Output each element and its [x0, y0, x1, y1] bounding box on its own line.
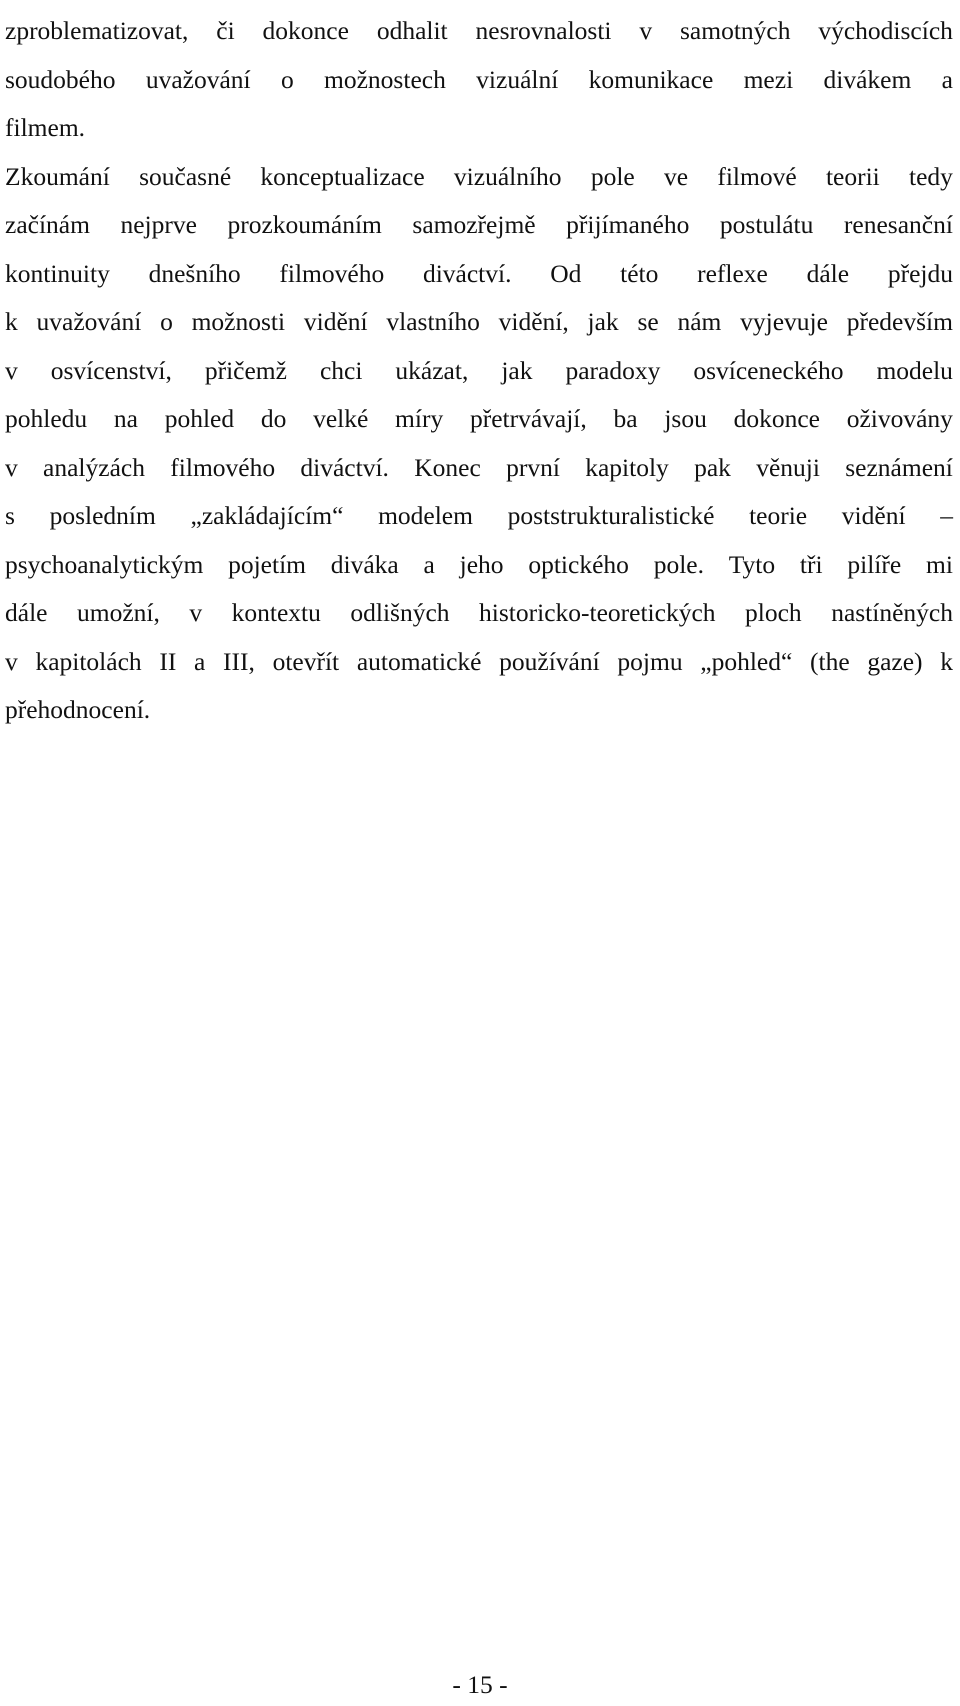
- text-line: filmem.: [5, 113, 86, 142]
- text-line: zproblematizovat, či dokonce odhalit nesrovnalosti v samotných východiscích: [5, 16, 953, 45]
- text-line: dále umožní, v kontextu odlišných historicko-teoretických ploch nastíněných: [5, 598, 953, 627]
- text-line: pohledu na pohled do velké míry přetrvávají, ba jsou dokonce oživovány: [5, 404, 953, 433]
- text-line: v kapitolách II a III, otevřít automatické používání pojmu „pohled“ (the gaze) k: [5, 646, 953, 676]
- text-line: psychoanalytickým pojetím diváka a jeho optického pole. Tyto tři pilíře mi: [5, 549, 953, 579]
- text-line: přehodnocení.: [5, 695, 151, 724]
- text-line: kontinuity dnešního filmového diváctví. Od této reflexe dále přejdu: [5, 258, 953, 288]
- text-line: v osvícenství, přičemž chci ukázat, jak paradoxy osvíceneckého modelu: [5, 355, 953, 385]
- text-line: k uvažování o možnosti vidění vlastního vidění, jak se nám vyjevuje především: [5, 307, 953, 336]
- text-line: Zkoumání současné konceptualizace vizuálního pole ve filmové teorii tedy: [5, 161, 953, 191]
- text-line: soudobého uvažování o možnostech vizuální komunikace mezi divákem a: [5, 64, 953, 94]
- text-line: začínám nejprve prozkoumáním samozřejmě přijímaného postulátu renesanční: [5, 210, 953, 239]
- text-line: s posledním „zakládajícím“ modelem poststrukturalistické teorie vidění –: [5, 501, 953, 530]
- page-number: - 15 -: [452, 1670, 508, 1699]
- text-line: v analýzách filmového diváctví. Konec první kapitoly pak věnuji seznámení: [5, 452, 953, 482]
